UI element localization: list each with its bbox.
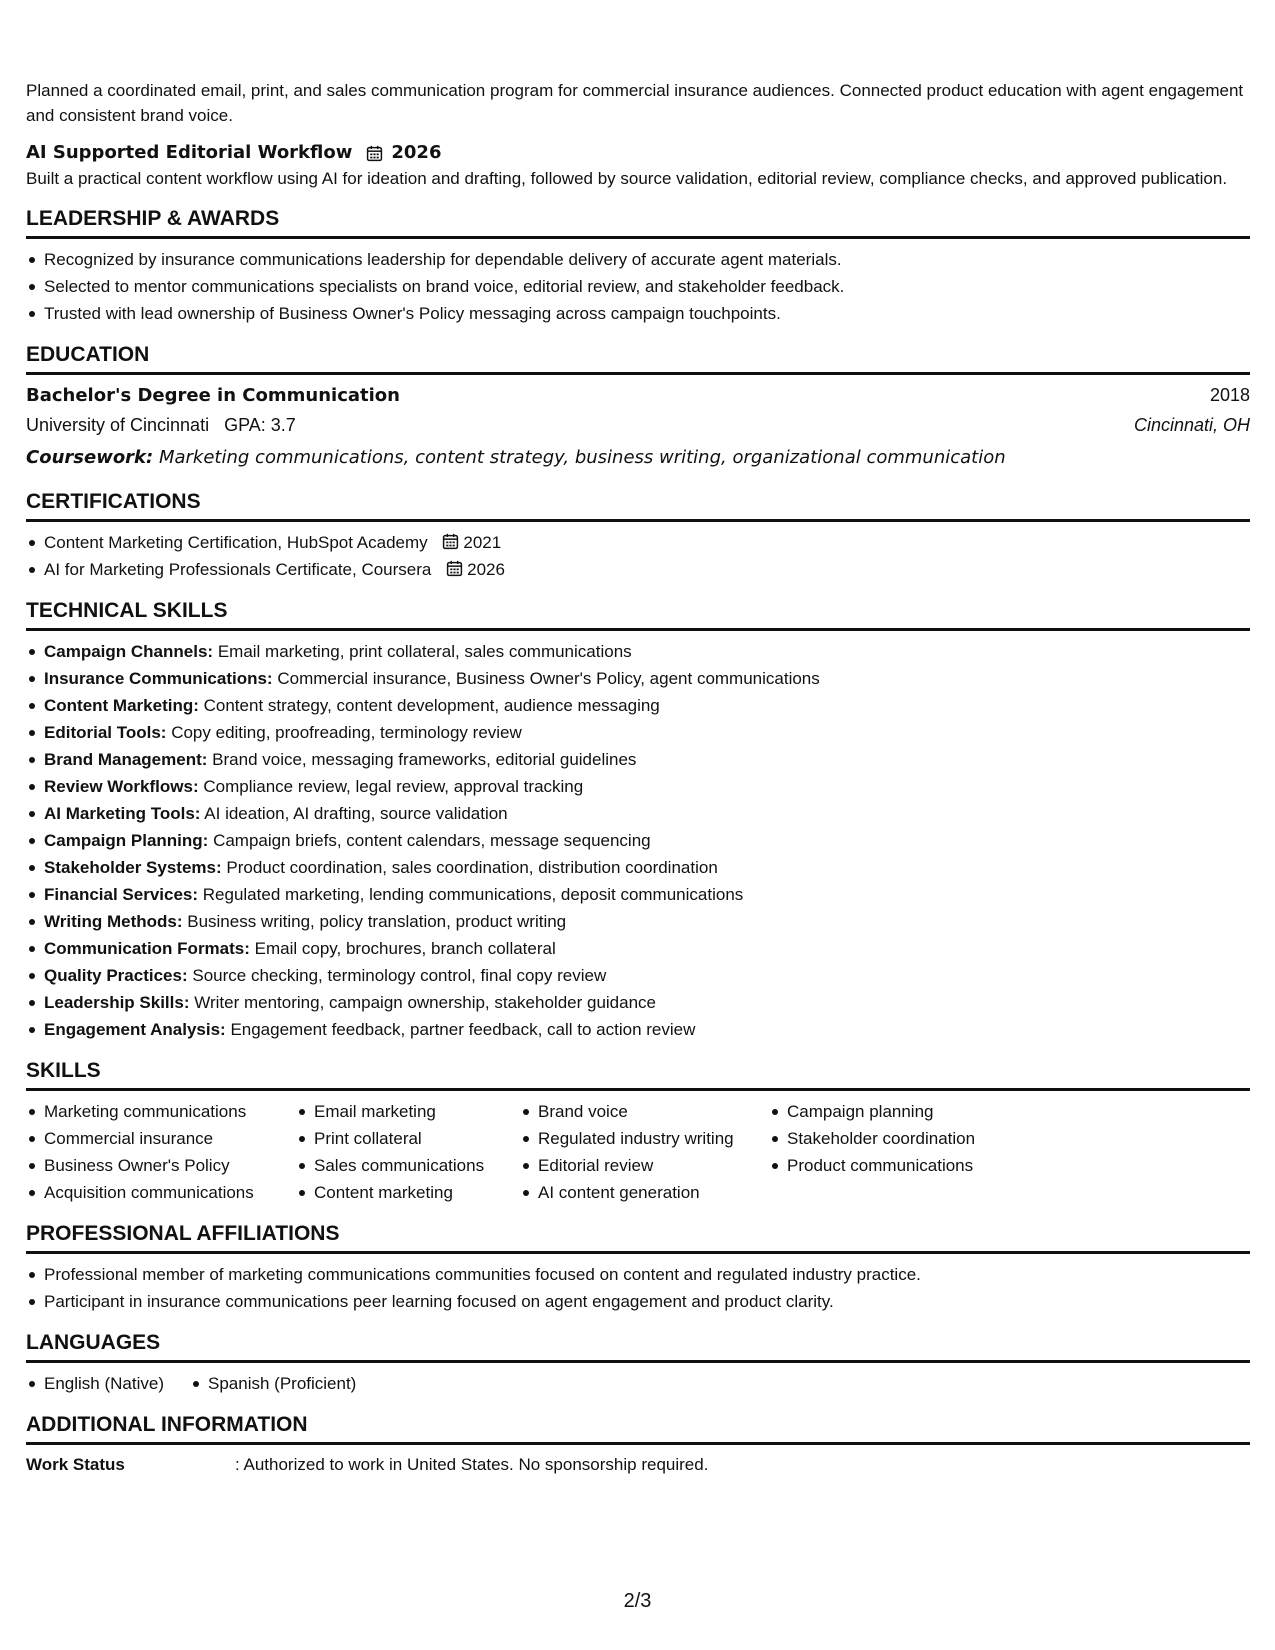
skill-label: Campaign Planning: xyxy=(44,831,209,850)
resume-page xyxy=(26,78,1250,1478)
list-item: Acquisition communications xyxy=(26,1179,296,1206)
skill-label: Content Marketing: xyxy=(44,696,199,715)
skill-label: Editorial Tools: xyxy=(44,723,167,742)
skill-value: Commercial insurance, Business Owner's Policy, agent communications xyxy=(277,669,820,688)
skills-column xyxy=(296,1098,520,1206)
skill-label: Review Workflows: xyxy=(44,777,199,796)
skill-value: Email marketing, print collateral, sales communications xyxy=(217,642,632,661)
work-status-value: : Authorized to work in United States. No sponsorship required. xyxy=(235,1455,709,1474)
languages-heading: LANGUAGES xyxy=(26,1329,1250,1363)
list-item: Recognized by insurance communications leadership for dependable delivery of accurate agent materials. xyxy=(26,246,1250,273)
education-heading: EDUCATION xyxy=(26,341,1250,375)
list-item: Regulated industry writing xyxy=(520,1125,769,1152)
coursework-label: Coursework: xyxy=(26,447,154,468)
list-item: Content marketing xyxy=(296,1179,520,1206)
skill-label: Campaign Channels: xyxy=(44,642,214,661)
list-item xyxy=(26,773,1250,800)
affiliations-list xyxy=(26,1261,1250,1315)
list-item xyxy=(26,800,1250,827)
certification-name: Content Marketing Certification, HubSpot Academy xyxy=(44,533,428,552)
list-item xyxy=(26,881,1250,908)
list-item: Email marketing xyxy=(296,1098,520,1125)
list-item: Professional member of marketing communications communities focused on content and regulated industry practice. xyxy=(26,1261,1250,1288)
project-title: AI Supported Editorial Workflow xyxy=(26,142,353,163)
skill-label: Communication Formats: xyxy=(44,939,250,958)
skill-value: Email copy, brochures, branch collateral xyxy=(254,939,556,958)
skill-label: Quality Practices: xyxy=(44,966,188,985)
list-item: AI content generation xyxy=(520,1179,769,1206)
list-item: Marketing communications xyxy=(26,1098,296,1125)
list-item xyxy=(26,665,1250,692)
list-item xyxy=(26,854,1250,881)
skill-value: Source checking, terminology control, final copy review xyxy=(192,966,607,985)
project-year: 2026 xyxy=(391,142,442,163)
skill-value: Engagement feedback, partner feedback, call to action review xyxy=(230,1020,696,1039)
list-item xyxy=(26,962,1250,989)
skill-label: Engagement Analysis: xyxy=(44,1020,226,1039)
skills-heading: SKILLS xyxy=(26,1057,1250,1091)
list-item xyxy=(26,827,1250,854)
skill-value: Content strategy, content development, audience messaging xyxy=(203,696,660,715)
skills-column xyxy=(520,1098,769,1206)
skill-value: Regulated marketing, lending communications, deposit communications xyxy=(202,885,744,904)
skill-value: Writer mentoring, campaign ownership, stakeholder guidance xyxy=(194,993,656,1012)
list-item xyxy=(26,529,1250,556)
skill-value: Product coordination, sales coordination, distribution coordination xyxy=(226,858,718,877)
list-item xyxy=(26,719,1250,746)
certifications-list xyxy=(26,529,1250,583)
education-coursework xyxy=(26,442,1250,474)
leadership-list xyxy=(26,246,1250,327)
list-item xyxy=(26,1016,1250,1043)
skill-label: Stakeholder Systems: xyxy=(44,858,222,877)
list-item: Business Owner's Policy xyxy=(26,1152,296,1179)
education-gpa: GPA: 3.7 xyxy=(224,415,296,435)
list-item: Spanish (Proficient) xyxy=(190,1370,356,1397)
education-degree: Bachelor's Degree in Communication xyxy=(26,385,400,406)
education-school: University of Cincinnati xyxy=(26,415,210,435)
certifications-heading: CERTIFICATIONS xyxy=(26,488,1250,522)
skills-column xyxy=(769,1098,975,1206)
coursework-text: Marketing communications, content strategy, business writing, organizational communication xyxy=(158,447,1006,468)
education-location: Cincinnati, OH xyxy=(1133,415,1250,435)
work-status-label: Work Status xyxy=(26,1455,125,1474)
list-item: Editorial review xyxy=(520,1152,769,1179)
skill-value: AI ideation, AI drafting, source validation xyxy=(204,804,508,823)
skill-value: Business writing, policy translation, product writing xyxy=(187,912,567,931)
technical-skills-heading: TECHNICAL SKILLS xyxy=(26,597,1250,631)
languages-list xyxy=(26,1370,1250,1397)
list-item: Participant in insurance communications peer learning focused on agent engagement and product clarity. xyxy=(26,1288,1250,1315)
skill-value: Copy editing, proofreading, terminology review xyxy=(171,723,522,742)
list-item: Product communications xyxy=(769,1152,975,1179)
list-item xyxy=(26,638,1250,665)
list-item xyxy=(26,908,1250,935)
list-item: Commercial insurance xyxy=(26,1125,296,1152)
list-item: Brand voice xyxy=(520,1098,769,1125)
calendar-icon xyxy=(446,560,463,577)
work-status-row xyxy=(26,1451,1250,1478)
calendar-icon xyxy=(442,533,459,550)
certification-year: 2026 xyxy=(467,560,505,579)
education-year: 2018 xyxy=(1209,385,1250,405)
list-item: Trusted with lead ownership of Business Owner's Policy messaging across campaign touchpoints. xyxy=(26,300,1250,327)
certification-name: AI for Marketing Professionals Certificate, Coursera xyxy=(44,560,432,579)
skill-value: Brand voice, messaging frameworks, editorial guidelines xyxy=(212,750,637,769)
list-item: Campaign planning xyxy=(769,1098,975,1125)
calendar-icon xyxy=(366,145,383,162)
project-description: Built a practical content workflow using AI for ideation and drafting, followed by source validation, editorial review, compliance checks, and approved publication. xyxy=(26,169,1228,188)
project-title-row xyxy=(26,140,1250,166)
additional-heading: ADDITIONAL INFORMATION xyxy=(26,1411,1250,1445)
skill-label: Leadership Skills: xyxy=(44,993,190,1012)
list-item xyxy=(26,746,1250,773)
education-degree-row xyxy=(26,381,1250,410)
list-item xyxy=(26,935,1250,962)
skill-value: Campaign briefs, content calendars, message sequencing xyxy=(213,831,651,850)
list-item: Print collateral xyxy=(296,1125,520,1152)
skill-label: Brand Management: xyxy=(44,750,208,769)
list-item: Sales communications xyxy=(296,1152,520,1179)
list-item xyxy=(26,692,1250,719)
list-item xyxy=(26,989,1250,1016)
list-item xyxy=(26,556,1250,583)
skills-column xyxy=(26,1098,296,1206)
list-item: English (Native) xyxy=(26,1370,164,1397)
leadership-heading: LEADERSHIP & AWARDS xyxy=(26,205,1250,239)
certification-year: 2021 xyxy=(463,533,502,552)
technical-skills-list xyxy=(26,638,1250,1043)
education-school-row xyxy=(26,410,1250,440)
education-school-group xyxy=(26,410,296,440)
skill-label: AI Marketing Tools: xyxy=(44,804,201,823)
list-item: Selected to mentor communications specialists on brand voice, editorial review, and stakeholder feedback. xyxy=(26,273,1250,300)
affiliations-heading: PROFESSIONAL AFFILIATIONS xyxy=(26,1220,1250,1254)
skill-value: Compliance review, legal review, approval tracking xyxy=(203,777,584,796)
skill-label: Writing Methods: xyxy=(44,912,183,931)
intro-paragraph: Planned a coordinated email, print, and sales communication program for commercial insurance audiences. Connected product education with agent engagement and consistent brand voice. xyxy=(26,81,1244,125)
skill-label: Insurance Communications: xyxy=(44,669,273,688)
skills-grid xyxy=(26,1098,1250,1206)
page-number: 2/3 xyxy=(623,1590,652,1612)
list-item: Stakeholder coordination xyxy=(769,1125,975,1152)
skill-label: Financial Services: xyxy=(44,885,199,904)
